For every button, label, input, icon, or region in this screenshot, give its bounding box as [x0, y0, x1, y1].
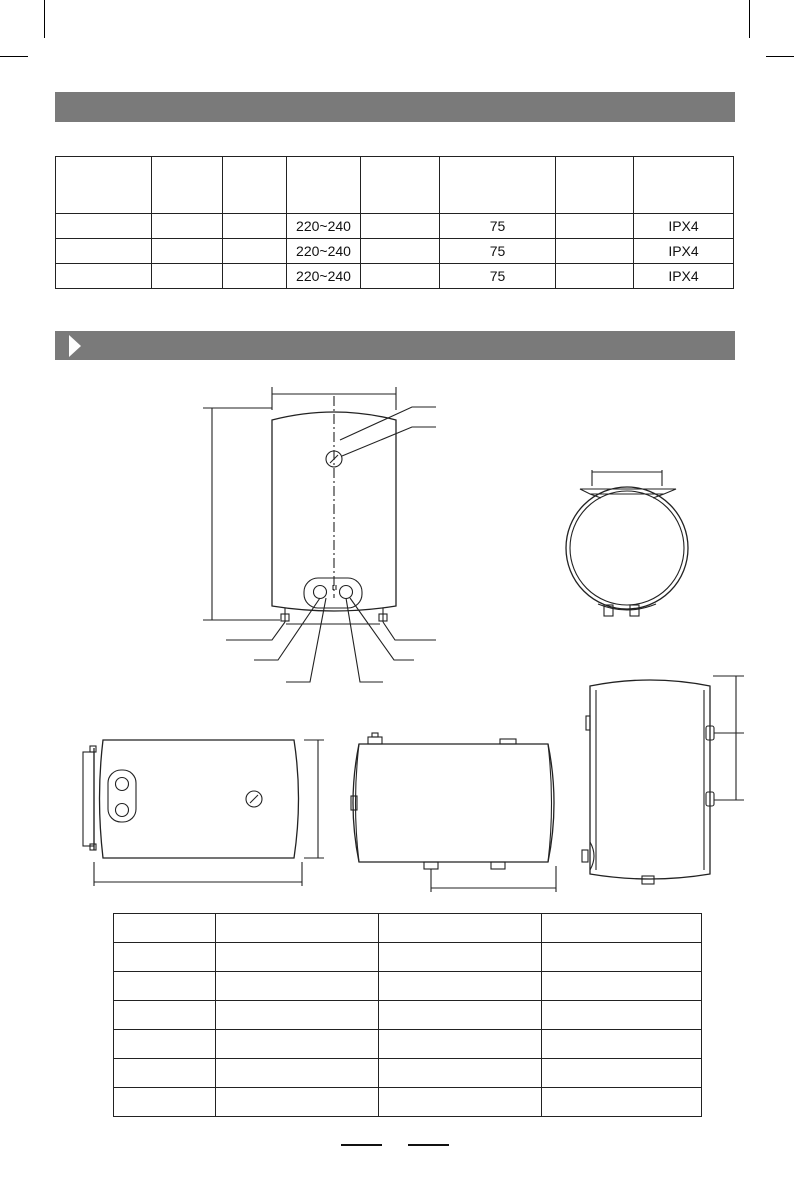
dim-cell	[379, 1088, 542, 1117]
front-view-vertical-heater	[203, 387, 436, 682]
dim-cell	[114, 1001, 216, 1030]
spec-cell-voltage: 220~240	[287, 214, 361, 239]
dim-cell	[216, 1059, 379, 1088]
dim-cell	[542, 1088, 702, 1117]
front-view-horizontal-heater	[83, 740, 324, 886]
side-view-horizontal-heater	[351, 733, 556, 892]
spec-cell-temperature: 75	[440, 264, 556, 289]
spec-cell-voltage: 220~240	[287, 264, 361, 289]
dim-cell	[379, 914, 542, 943]
dim-cell	[379, 943, 542, 972]
spec-cell-protection: IPX4	[634, 214, 734, 239]
dim-row	[114, 914, 702, 943]
spec-cell-protection: IPX4	[634, 264, 734, 289]
dim-cell	[379, 1001, 542, 1030]
dim-cell	[379, 1059, 542, 1088]
top-view-round	[566, 470, 688, 616]
dim-cell	[114, 943, 216, 972]
dim-row	[114, 1059, 702, 1088]
dim-cell	[542, 943, 702, 972]
spec-cell-voltage: 220~240	[287, 239, 361, 264]
dim-cell	[216, 972, 379, 1001]
dim-cell	[216, 914, 379, 943]
dim-cell	[379, 1030, 542, 1059]
footer-rule-left	[341, 1144, 382, 1146]
dim-cell	[114, 972, 216, 1001]
dim-row	[114, 972, 702, 1001]
dim-cell	[542, 1059, 702, 1088]
dim-row	[114, 1088, 702, 1117]
dim-row	[114, 1030, 702, 1059]
dim-cell	[542, 914, 702, 943]
dim-cell	[216, 943, 379, 972]
dim-cell	[114, 914, 216, 943]
dim-cell	[114, 1059, 216, 1088]
side-view-vertical-heater	[582, 676, 744, 884]
dim-cell	[216, 1030, 379, 1059]
dim-cell	[542, 1030, 702, 1059]
dim-cell	[542, 972, 702, 1001]
dim-row	[114, 1001, 702, 1030]
dim-cell	[542, 1001, 702, 1030]
dim-cell	[379, 972, 542, 1001]
dim-cell	[114, 1088, 216, 1117]
dim-cell	[114, 1030, 216, 1059]
dim-cell	[216, 1001, 379, 1030]
spec-cell-temperature: 75	[440, 214, 556, 239]
spec-cell-protection: IPX4	[634, 239, 734, 264]
spec-cell-temperature: 75	[440, 239, 556, 264]
dim-row	[114, 943, 702, 972]
dimension-table	[113, 913, 702, 1117]
dim-cell	[216, 1088, 379, 1117]
footer-rule-right	[408, 1144, 449, 1146]
